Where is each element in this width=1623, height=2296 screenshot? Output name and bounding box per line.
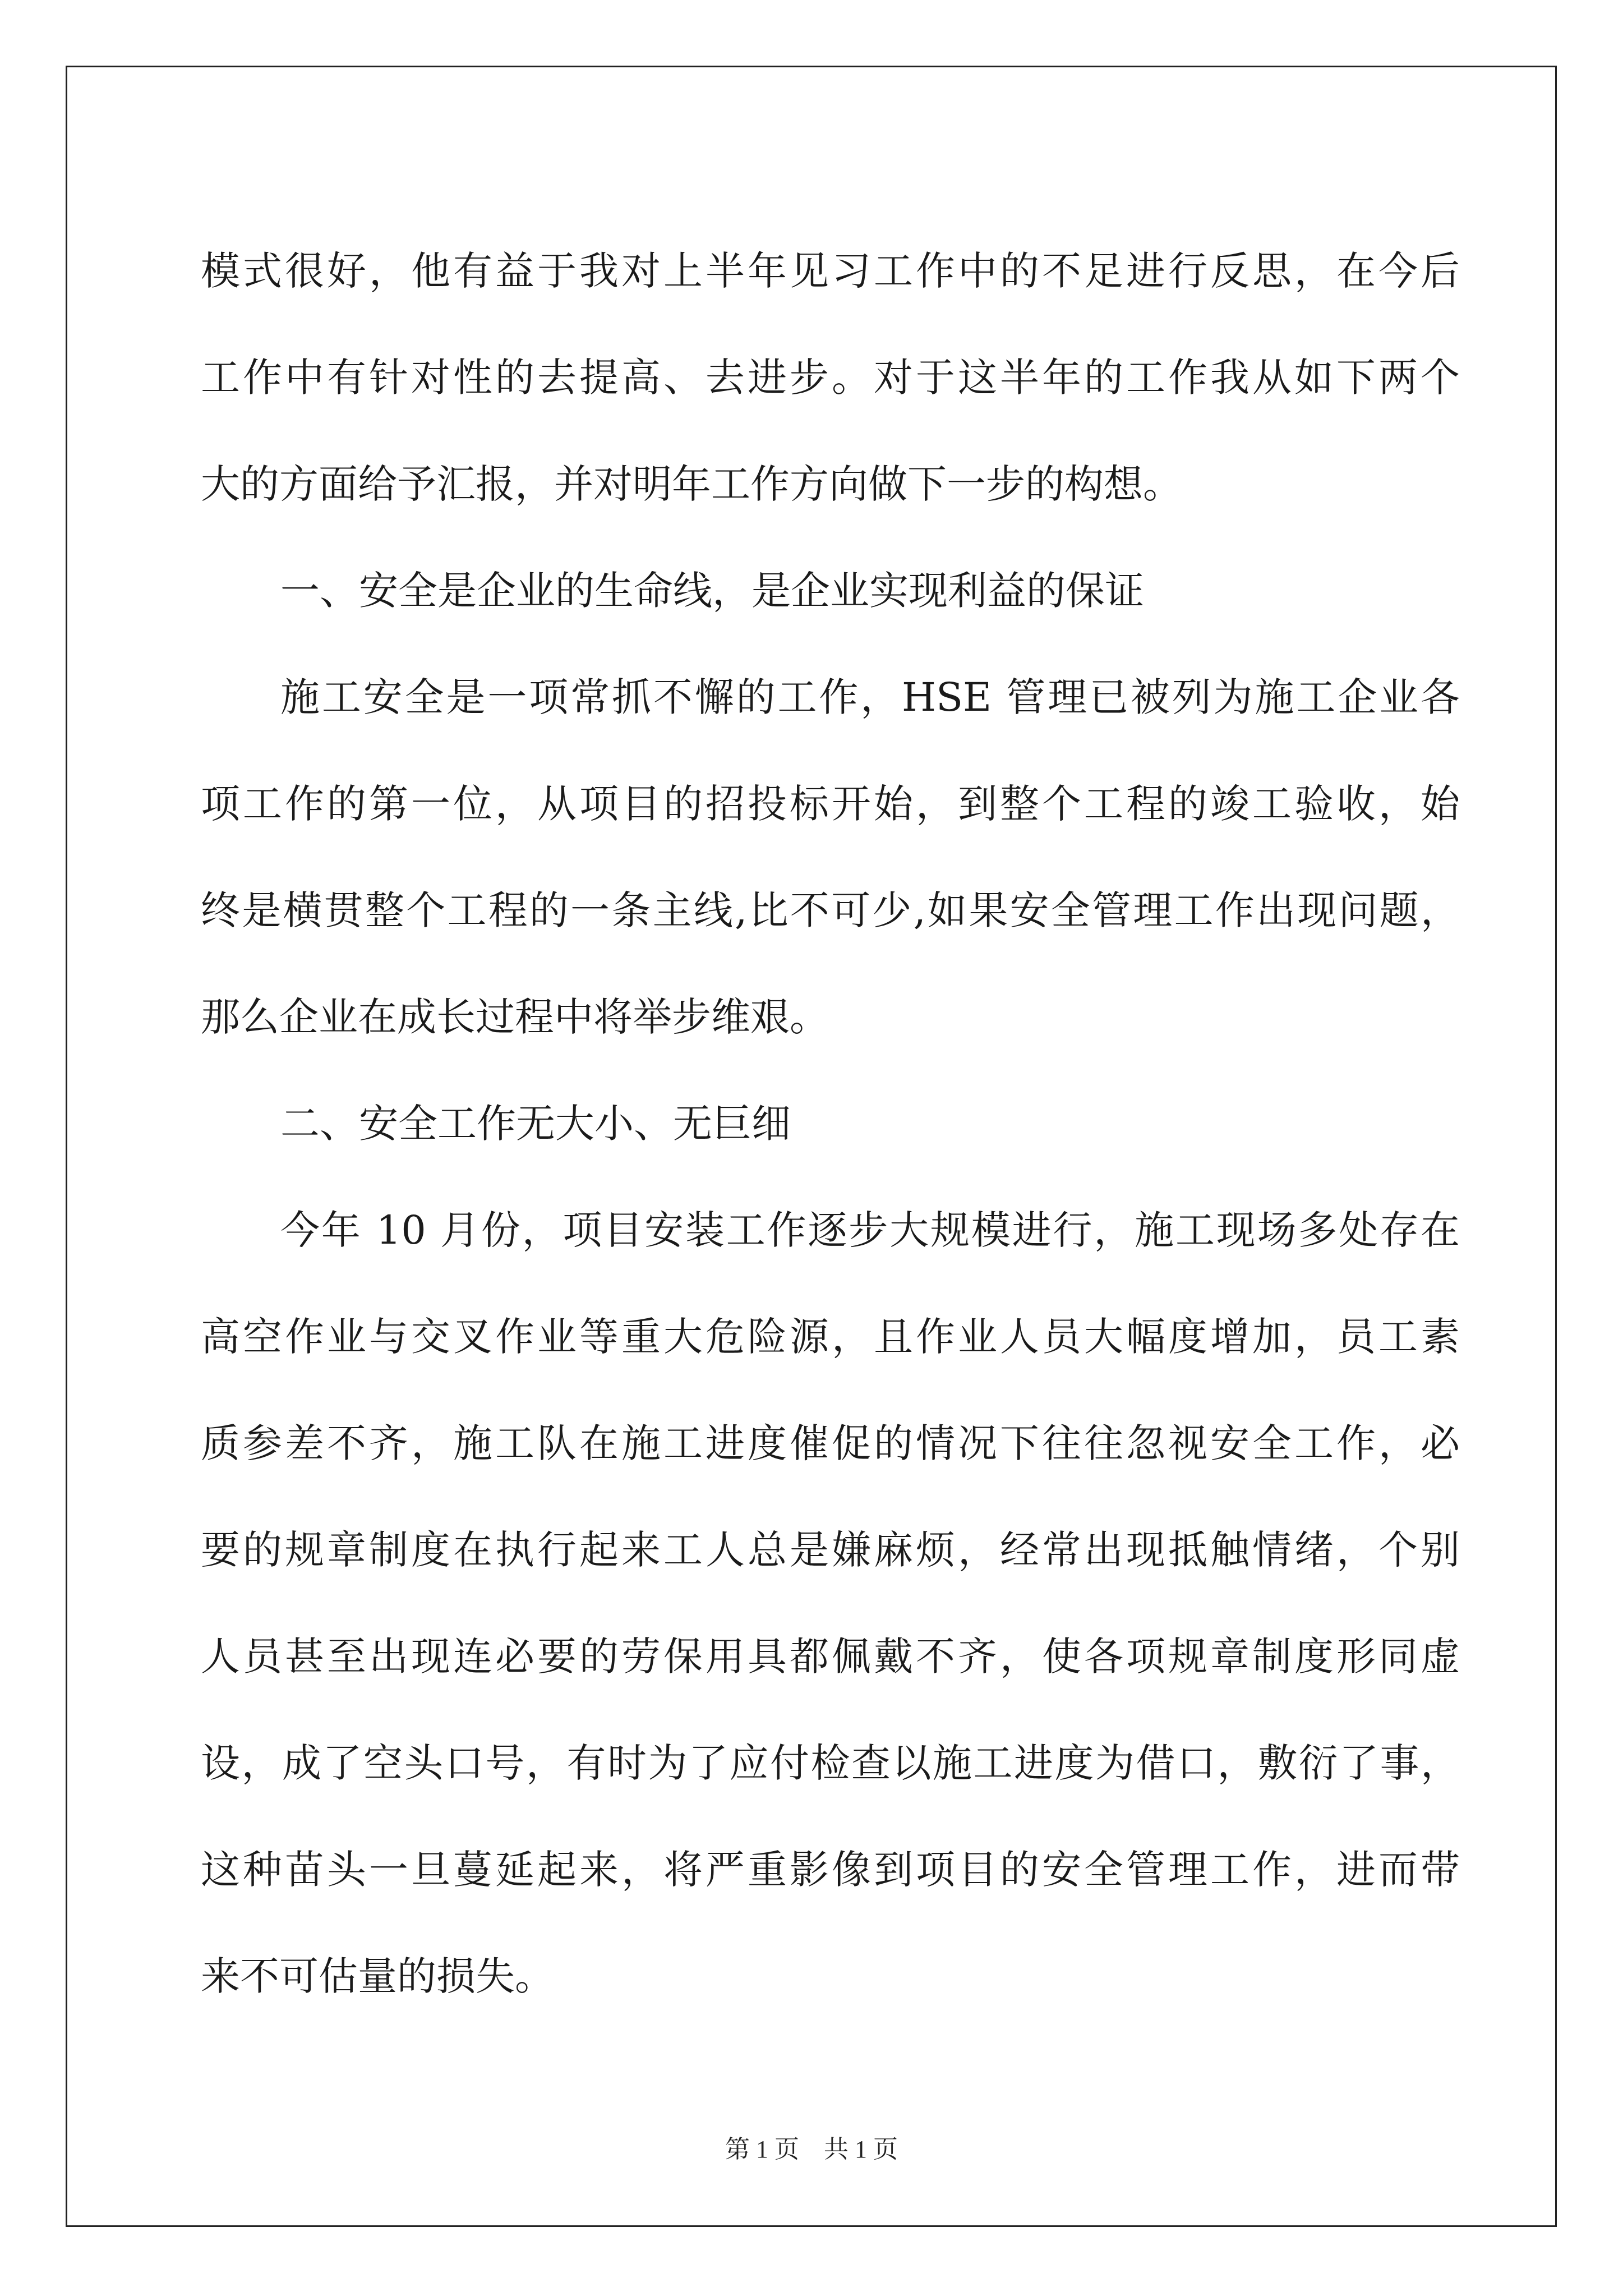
document-body [201,218,1460,2030]
paragraph-line: 高空作业与交叉作业等重大危险源，且作业人员大幅度增加，员工素 [201,1314,1460,1360]
paragraph-line: 模式很好，他有益于我对上半年见习工作中的不足进行反思，在今后 [201,248,1460,294]
paragraph-line: 那么企业在成长过程中将举步维艰。 [201,994,829,1040]
paragraph-line: 今年 10 月份，项目安装工作逐步大规模进行，施工现场多处存在 [280,1207,1460,1253]
paragraph-line: 来不可估量的损失。 [201,1953,554,1999]
paragraph-line: 项工作的第一位，从项目的招投标开始，到整个工程的竣工验收，始 [201,781,1460,827]
page-number-footer: 第 1 页 共 1 页 [725,2136,898,2163]
paragraph-line: 工作中有针对性的去提高、去进步。对于这半年的工作我从如下两个 [201,355,1460,401]
paragraph-line: 质参差不齐，施工队在施工进度催促的情况下往往忽视安全工作，必 [201,1420,1460,1466]
section-heading-1: 一、安全是企业的生命线，是企业实现利益的保证 [280,568,1144,614]
paragraph-line: 设，成了空头口号，有时为了应付检查以施工进度为借口，敷衍了事， [201,1740,1460,1786]
paragraph-line: 要的规章制度在执行起来工人总是嫌麻烦，经常出现抵触情绪，个别 [201,1527,1460,1573]
section-heading-2: 二、安全工作无大小、无巨细 [280,1101,791,1147]
paragraph-line: 施工安全是一项常抓不懈的工作，HSE 管理已被列为施工企业各 [280,674,1460,720]
paragraph-line: 大的方面给予汇报，并对明年工作方向做下一步的构想。 [201,461,1182,507]
paragraph-line: 终是横贯整个工程的一条主线,比不可少,如果安全管理工作出现问题， [201,887,1460,933]
paragraph-line: 这种苗头一旦蔓延起来，将严重影像到项目的安全管理工作，进而带 [201,1847,1460,1893]
paragraph-line: 人员甚至出现连必要的劳保用具都佩戴不齐，使各项规章制度形同虚 [201,1634,1460,1680]
